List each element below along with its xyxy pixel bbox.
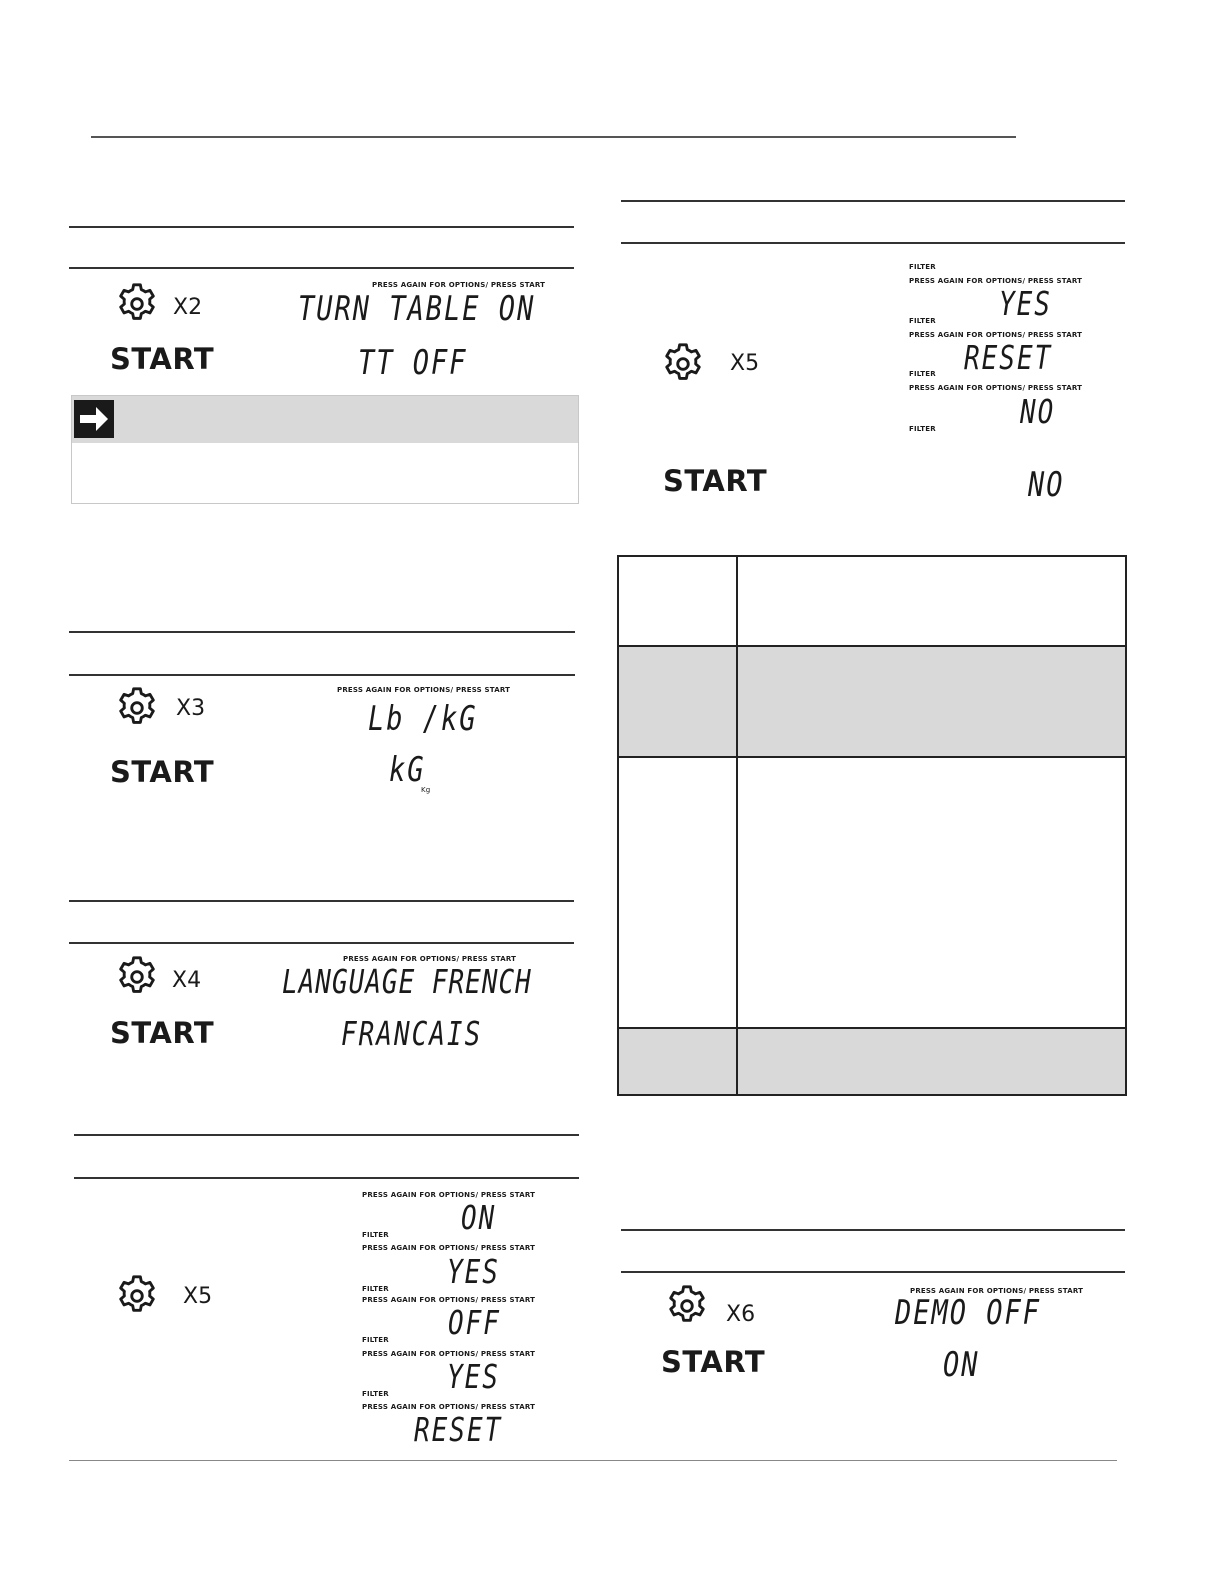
section-rule-bottom [74, 1177, 579, 1179]
display-option: TURN TABLE ON [298, 290, 536, 329]
display-indicator: PRESS AGAIN FOR OPTIONS/ PRESS START [362, 1403, 536, 1411]
start-button[interactable]: START [661, 1345, 766, 1379]
gear-icon [660, 341, 706, 387]
display-option: YES [999, 286, 1052, 324]
filter-label: FILTER [909, 425, 936, 433]
gear-icon [114, 954, 160, 1000]
press-count: X5 [730, 351, 760, 376]
display-result: kG [389, 751, 426, 790]
display-option: YES [447, 1254, 500, 1292]
section-rule-bottom [69, 674, 575, 676]
section-rule-top [69, 631, 575, 633]
display-option: RESET [414, 1412, 503, 1450]
display-indicator: PRESS AGAIN FOR OPTIONS/ PRESS START [362, 1350, 536, 1358]
display-indicator: PRESS AGAIN FOR OPTIONS/ PRESS START [362, 1296, 536, 1304]
display-option: NO [1020, 394, 1056, 432]
display-option: YES [447, 1359, 500, 1397]
start-button[interactable]: START [110, 1016, 215, 1050]
settings-table [617, 555, 1127, 1096]
display-option: LANGUAGE FRENCH [282, 964, 532, 1002]
start-button[interactable]: START [663, 464, 768, 498]
display-indicator: PRESS AGAIN FOR OPTIONS/ PRESS START [343, 955, 517, 963]
section-rule-bottom [69, 267, 574, 269]
display-result: FRANCAIS [341, 1016, 483, 1054]
display-indicator: PRESS AGAIN FOR OPTIONS/ PRESS START [909, 384, 1083, 392]
section-rule-top [69, 226, 574, 228]
start-button[interactable]: START [110, 342, 215, 376]
display-result: NO [1028, 466, 1065, 505]
display-indicator: PRESS AGAIN FOR OPTIONS/ PRESS START [337, 686, 511, 694]
note-header [72, 396, 578, 443]
table-row [619, 645, 1125, 756]
press-count: X6 [726, 1302, 756, 1327]
section-rule-bottom [69, 942, 574, 944]
filter-label: FILTER [362, 1390, 389, 1398]
table-row [619, 557, 1125, 645]
display-option: OFF [448, 1305, 501, 1343]
section-rule-top [74, 1134, 579, 1136]
press-count: X5 [183, 1284, 213, 1309]
display-indicator: PRESS AGAIN FOR OPTIONS/ PRESS START [362, 1244, 536, 1252]
display-indicator: PRESS AGAIN FOR OPTIONS/ PRESS START [909, 331, 1083, 339]
header-rule [91, 136, 1016, 138]
start-button[interactable]: START [110, 755, 215, 789]
display-option: Lb /kG [368, 700, 478, 739]
press-count: X2 [173, 295, 203, 320]
display-indicator: PRESS AGAIN FOR OPTIONS/ PRESS START [372, 281, 546, 289]
gear-icon [664, 1283, 710, 1329]
table-column-divider [736, 557, 738, 1094]
display-option: ON [461, 1200, 497, 1238]
display-indicator: PRESS AGAIN FOR OPTIONS/ PRESS START [910, 1287, 1084, 1295]
filter-label: FILTER [909, 317, 936, 325]
footer-rule [69, 1460, 1117, 1461]
filter-label: FILTER [362, 1231, 389, 1239]
section-rule-top [69, 900, 574, 902]
display-option: RESET [964, 340, 1053, 378]
section-rule-bottom [621, 242, 1125, 244]
display-indicator: PRESS AGAIN FOR OPTIONS/ PRESS START [909, 277, 1083, 285]
section-rule-bottom [621, 1271, 1125, 1273]
section-rule-top [621, 200, 1125, 202]
filter-label: FILTER [909, 370, 936, 378]
press-count: X3 [176, 696, 206, 721]
gear-icon [114, 1273, 160, 1319]
filter-label: FILTER [909, 263, 936, 271]
display-result: TT OFF [358, 344, 468, 383]
right-arrow-icon [74, 400, 114, 438]
filter-label: FILTER [362, 1336, 389, 1344]
press-count: X4 [172, 968, 202, 993]
table-row [619, 756, 1125, 1027]
filter-label: FILTER [362, 1285, 389, 1293]
gear-icon [114, 281, 160, 327]
unit-label: Kg [421, 786, 431, 794]
note-box [71, 395, 579, 504]
display-result: ON [943, 1346, 980, 1385]
section-rule-top [621, 1229, 1125, 1231]
gear-icon [114, 685, 160, 731]
table-row [619, 1027, 1125, 1094]
display-indicator: PRESS AGAIN FOR OPTIONS/ PRESS START [362, 1191, 536, 1199]
display-option: DEMO OFF [895, 1294, 1042, 1333]
